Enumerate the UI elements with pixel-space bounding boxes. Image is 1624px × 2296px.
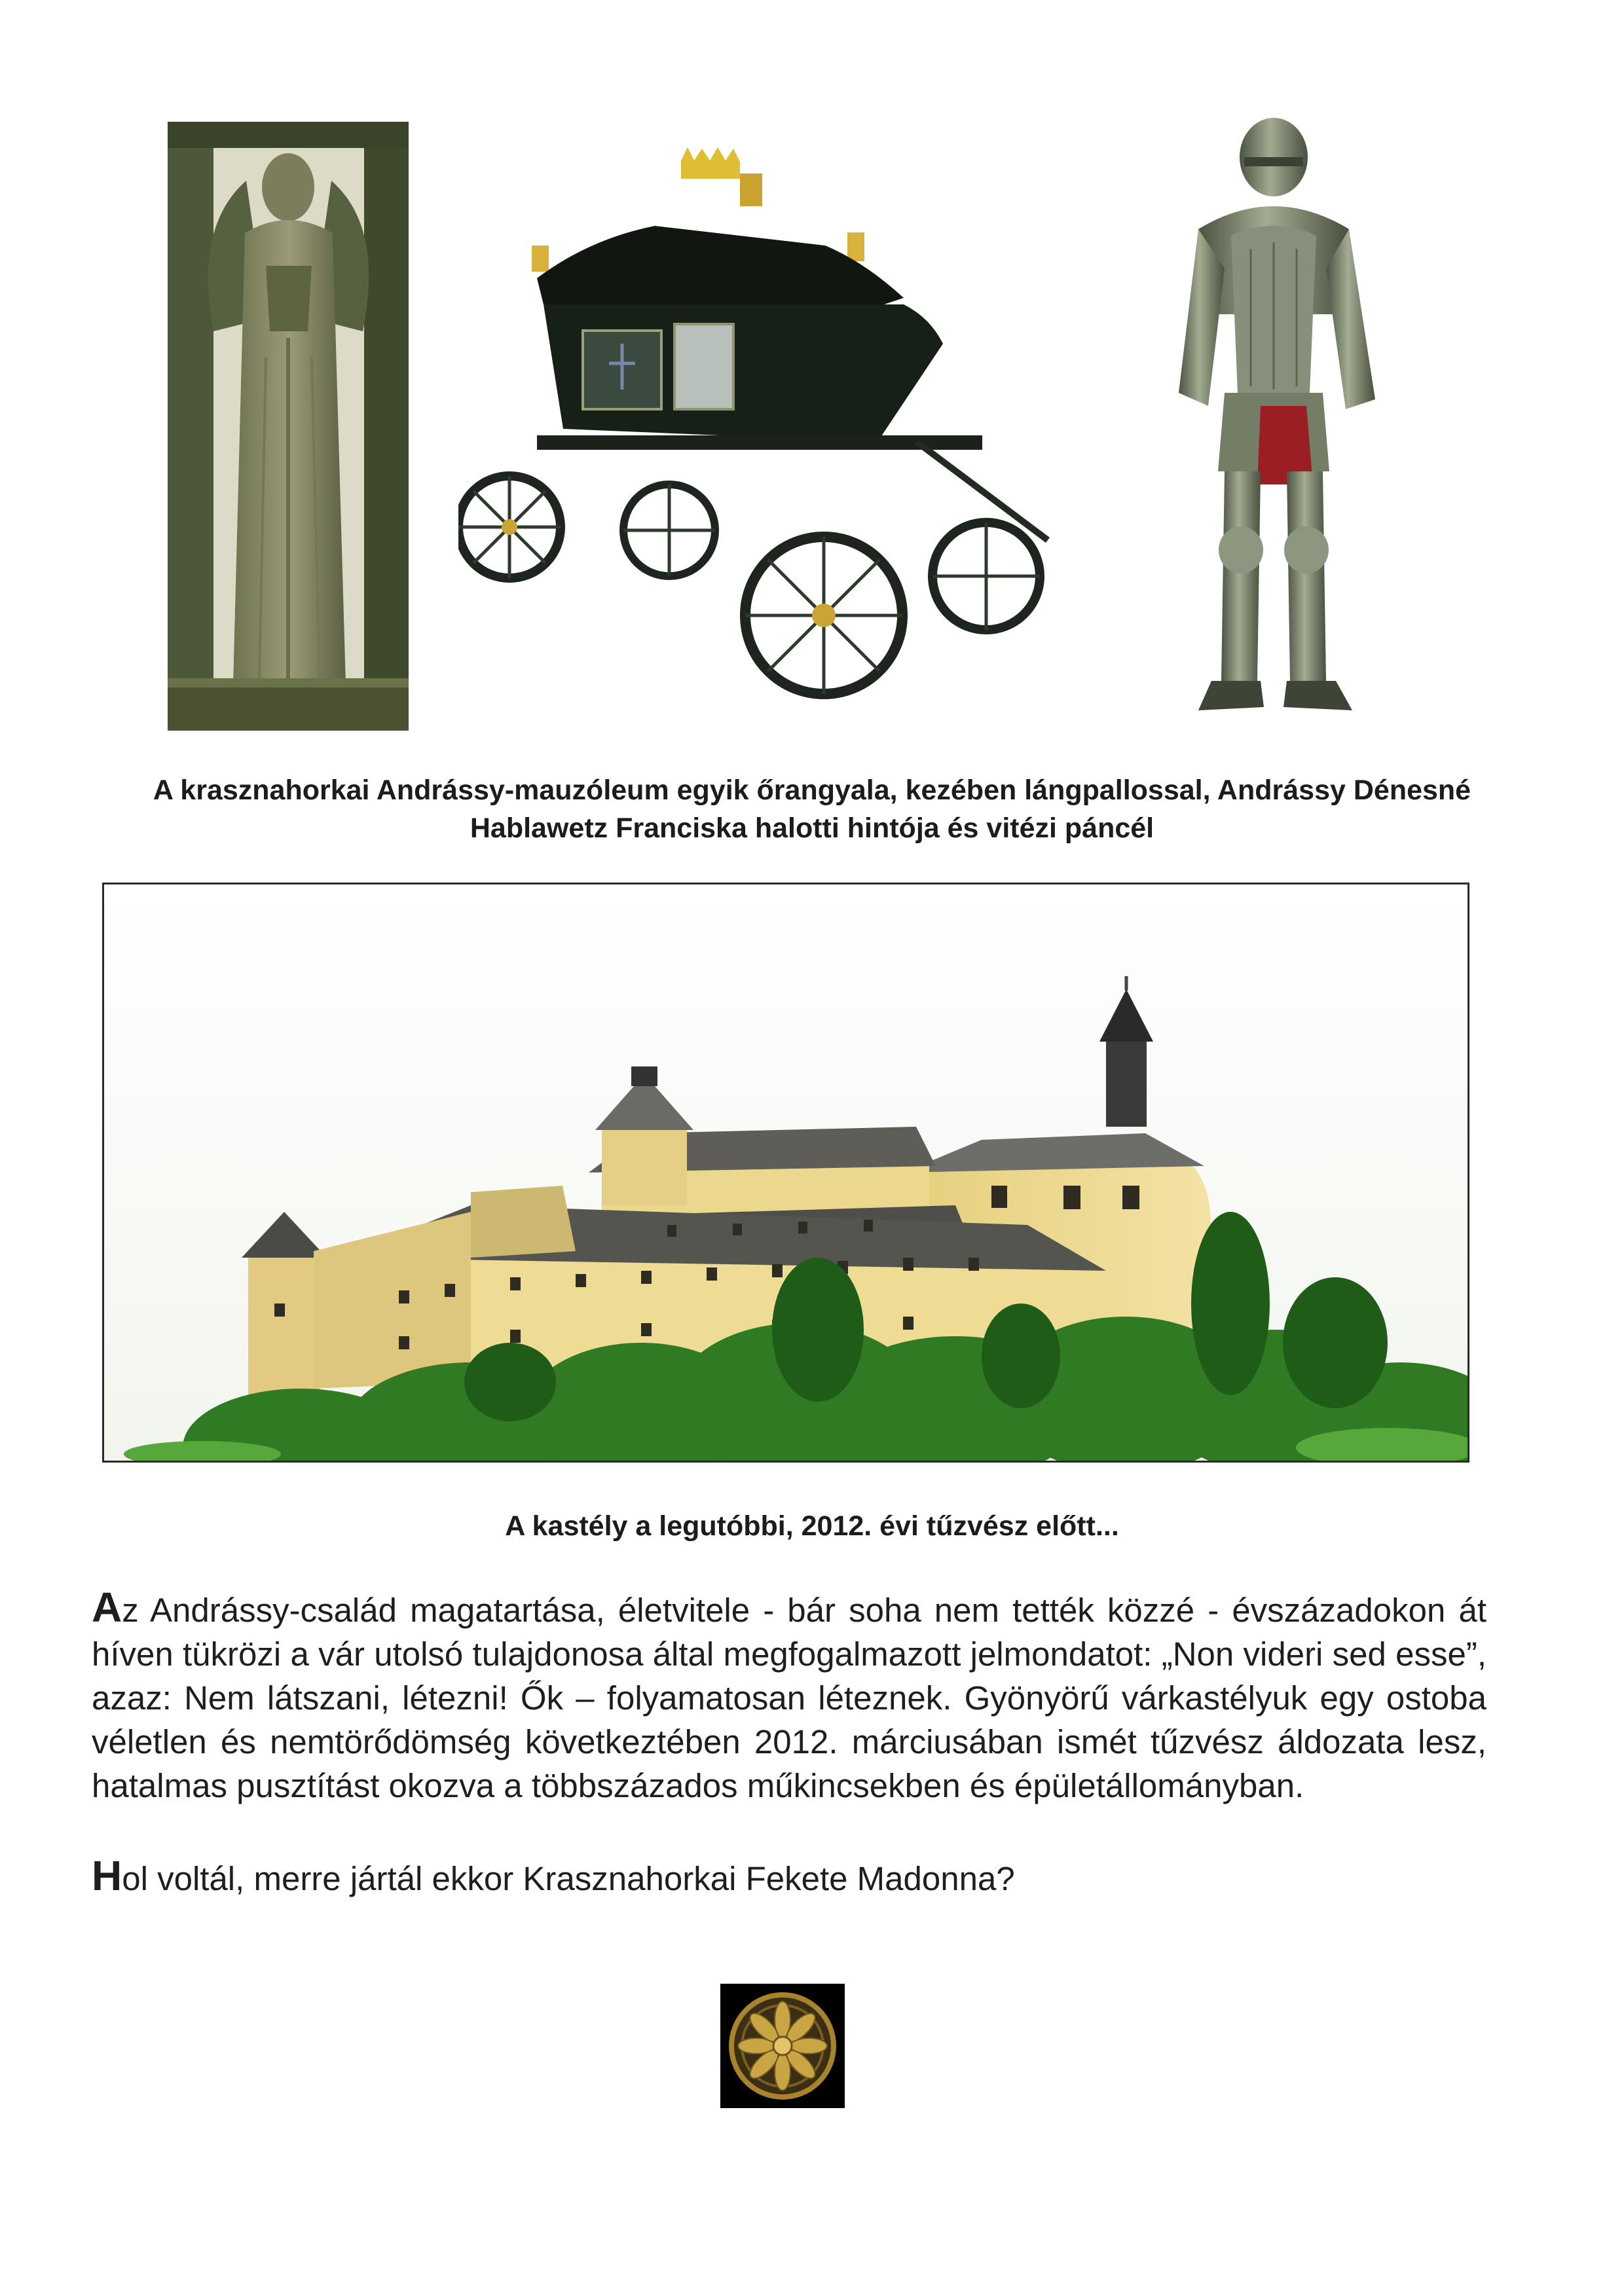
paragraph-1-text: z Andrássy-család magatartása, életvitele - bár soha nem tették közzé - évszázadokon át híven tükrözi a vár utolsó tulajdonosa által megfogalmazott jelmondatot: „Non videri sed esse”, azaz: Nem látszani, létezni! Ők – folyamatosan léteznek. Gyönyörű várkastélyuk egy ostoba véletlen és nemtörődömség következtében 2012. márciusában ismét tűzvész áldozata lesz, hatalmas pusztítást okozva a többszázados műkincsekben és épületállományban. [92, 1592, 1486, 1804]
dropcap-2: H [92, 1852, 122, 1899]
body-paragraph-1 [92, 1586, 1486, 1808]
paragraph-2-text: ol voltál, merre jártál ekkor Krasznahorkai Fekete Madonna? [122, 1860, 1015, 1897]
body-paragraph-2 [92, 1854, 1486, 1901]
funeral-carriage-photo [458, 147, 1087, 717]
armor-photo [1146, 118, 1401, 727]
dropcap-1: A [92, 1584, 122, 1631]
top-caption-line-1: A krasznahorkai Andrássy-mauzóleum egyik őrangyala, kezében lángpallossal, Andrássy Dénesné [153, 774, 1471, 806]
castle-photo [102, 883, 1469, 1463]
top-caption-line-2: Hablawetz Franciska halotti hintója és vitézi páncél [470, 812, 1154, 844]
angel-statue-photo [168, 122, 409, 731]
rosette-ornament [720, 1984, 845, 2108]
castle-caption: A kastély a legutóbbi, 2012. évi tűzvész előtt... [505, 1510, 1119, 1542]
top-photos-caption [131, 771, 1493, 847]
